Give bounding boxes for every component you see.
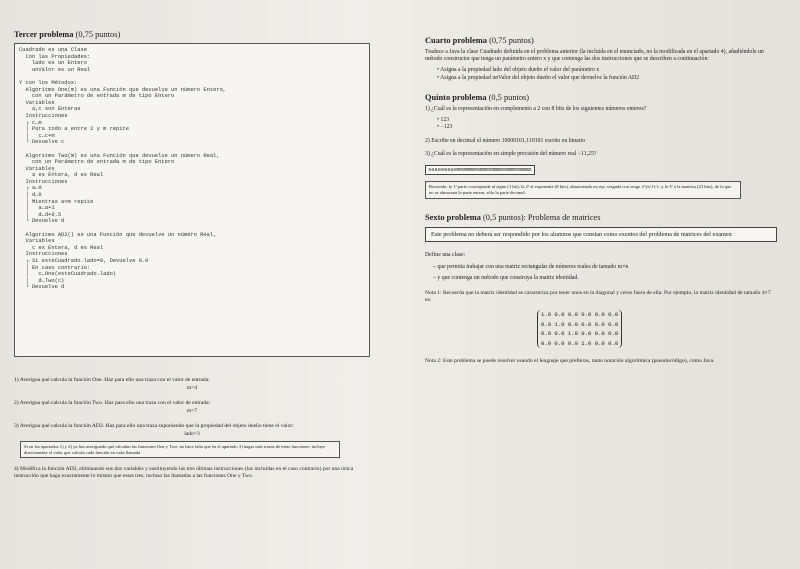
matrix-row: 1.0 0.0 0.0 0.0 0.0 0.0 (541, 310, 619, 318)
problem-3-title-text: Tercer problema (14, 30, 74, 39)
code-line (19, 225, 365, 232)
code-line: ┌ Si esteCuadrado.lado=0, Devuelve 0.0 (19, 258, 149, 264)
matrix-row: 0.0 0.0 1.0 0.0 0.0 0.0 (541, 330, 619, 338)
code-line: │ a←a+1 (19, 205, 55, 212)
code-line: Instrucciones (19, 251, 68, 258)
problem-3-points: (0,75 puntos) (75, 30, 121, 39)
code-line: a,c son Enteras (19, 106, 81, 113)
question-3-value: lado=3 (184, 431, 200, 437)
code-line: Instrucciones (19, 178, 68, 185)
code-line: │ d←d+0.5 (19, 211, 62, 218)
problem-6-title-text: Sexto problema (425, 212, 481, 222)
pseudocode-box (14, 43, 370, 357)
code-line: └ Devuelve d (19, 284, 65, 291)
problem-4-text: Traduce a Java la clase Cuadrado definida en el problema anterior (la incluida en el enunciado, no la modificada en el apartado 4), añadiéndole un método constructor que tenga un parámetro entero x y que contenga las dos instrucciones que se describen a continuación: (425, 49, 764, 63)
code-line: Con las Propiedades: (19, 53, 91, 60)
problem-5-title-text: Quinto problema (425, 92, 487, 102)
question-4 (14, 466, 370, 480)
problem-5-points: (0,5 puntos) (488, 92, 530, 102)
right-column (425, 36, 777, 365)
code-line: │ Mientras a<m repite (19, 198, 94, 205)
problem-6-title (425, 213, 777, 222)
code-line: │ Para todo a entre 2 y m repite (19, 126, 129, 133)
question-3-note: Si en los apartados 1) y 2) ya has averiguado qué calculan las funciones One y Two, no hace falta que en el apartado 3) hagas más trazas de estas funciones: incluye directamente el valor que calcula cada función en cada llamada (20, 441, 340, 458)
code-line: Algoritmo Two(m) es una Función que devuelve un número Real, (19, 152, 220, 159)
code-line: └ Devuelve d (19, 218, 65, 225)
question-2-value: m=7 (186, 408, 198, 414)
problem-6-item-2: – y que contenga un método que construya la matriz identidad. (433, 274, 579, 281)
code-line: │ d←0 (19, 192, 42, 199)
problem-6-points: (0,5 puntos): Problema de matrices (483, 212, 601, 222)
recuerda-note: Recuerda: la 1ª parte corresponde al signo (1 bit), la 2ª al exponente (8 bits), almacenado en rep. sesgada con sesgo 2^(n-1)-1, y la 3ª a la mantisa (23 bits), de la que no se almacena la parte entera, sólo la parte decimal. (425, 181, 741, 198)
question-3-text: 3) Averigua qué calcula la función AD2. Haz para ello una traza suponiendo que la propiedad del objeto dueño tiene el valor: (14, 423, 294, 429)
code-line: Variables (19, 99, 55, 106)
problem-3-questions (14, 377, 370, 480)
problem-4-bullet-1: • Asigna a la propiedad lado del objeto dueño el valor del parámetro x (425, 67, 777, 75)
code-line: Variables (19, 165, 55, 172)
code-line: │ c←One(esteCuadrado.lado) (19, 271, 117, 278)
code-line: Algoritmo One(m) es una Función que devuelve un número Entero, (19, 86, 227, 93)
question-2 (14, 400, 370, 415)
code-line: Y con los Métodos: (19, 79, 78, 86)
problem-4-title-text: Cuarto problema (425, 36, 487, 45)
code-line: Cuadrado es una Clase (19, 47, 87, 53)
problem-4-points: (0,75 puntos) (489, 36, 534, 45)
code-line: unValor es un Real (19, 66, 91, 73)
code-line: │ d←Two(c) (19, 277, 65, 284)
float-format-box: seeeeeeeemmmmmmmmmmmmmmmmmmmmmmm (425, 165, 535, 175)
code-line (19, 73, 365, 80)
code-line: │ En caso contrario: (19, 264, 91, 271)
code-line: Algoritmo AD2() es una Función que devuelve un número Real, (19, 231, 217, 238)
question-1 (14, 377, 370, 392)
problem-5-question-3: 3) ¿Cuál es la representación en simple precisión del número real −11,25? (425, 151, 597, 158)
question-2-text: 2) Averigua qué calcula la función Two. Haz para ello una traza con el valor de entrada: (14, 400, 211, 406)
problem-6-item-1: – que permita trabajar con una matriz rectangular de números reales de tamaño m×n (433, 263, 629, 270)
code-line: Instrucciones (19, 112, 68, 119)
problem-6-warning: Este problema no deberá ser respondido por los alumnos que constan como exentos del problema de matrices del examen (425, 227, 777, 243)
code-line: Variables (19, 238, 55, 245)
question-3 (14, 423, 370, 458)
code-line: │ c←c+m (19, 132, 55, 139)
code-line: con un Parámetro de entrada m de tipo Entero (19, 159, 175, 166)
problem-6-define: Define una clase: (425, 252, 466, 259)
problem-5-title (425, 93, 777, 102)
problem-3-title (14, 30, 370, 39)
problem-5-question-1: 1) ¿Cuál es la representación en complemento a 2 con 8 bits de los siguientes números enteros? (425, 105, 647, 112)
matrix-row: 0.0 1.0 0.0 0.0 0.0 0.0 (541, 320, 619, 328)
problem-5-item-a: • 123 (425, 117, 777, 125)
question-4-text: 4) Modifica la función AD2, eliminando sus dos variables y sustituyendo las tres últimas instrucciones (las incluidas en el caso contrario) por una única instrucción que haga exactamente lo mismo que estas tres, incluso las llamadas a las funciones One y Two. (14, 466, 354, 480)
matrix-row: 0.0 0.0 0.0 1.0 0.0 0.0 (541, 339, 619, 347)
problem-5-question-2: 2) Escribe en decimal el número 10000101,110101 escrito en binario (425, 137, 586, 144)
note-1: Nota 1: Recuerda que la matriz identidad se caracteriza por tener unos en la diagonal y ceros fuera de ella. Por ejemplo, la matriz identidad de tamaño 4×7 es: (425, 289, 771, 303)
left-column (14, 30, 370, 488)
question-1-value: m=4 (186, 385, 198, 391)
code-line: lado es un Entero (19, 60, 87, 67)
code-line: ┌ c←m (19, 119, 42, 126)
problem-5-item-b: • −123 (425, 124, 777, 132)
code-line: └ Devuelve c (19, 139, 65, 146)
code-line: c es Entera, d es Real (19, 244, 104, 251)
code-line: con un Parámetro de entrada m de tipo Entero (19, 93, 175, 100)
code-line (19, 146, 365, 153)
code-line: ┌ a←0 (19, 185, 42, 192)
note-2: Nota 2: Este problema se puede resolver usando el lenguaje que prefieras, tanto notación algorítmica (pseudocódigo), como Java. (425, 357, 715, 364)
problem-4-title (425, 36, 777, 45)
code-line: a es Entera, d es Real (19, 172, 104, 179)
identity-matrix (537, 310, 622, 348)
question-1-text: 1) Averigua qué calcula la función One. Haz para ello una traza con el valor de entrada: (14, 377, 210, 383)
problem-4-bullet-2: • Asigna a la propiedad unValor del objeto dueño el valor que devuelve la función AD2 (425, 75, 777, 83)
